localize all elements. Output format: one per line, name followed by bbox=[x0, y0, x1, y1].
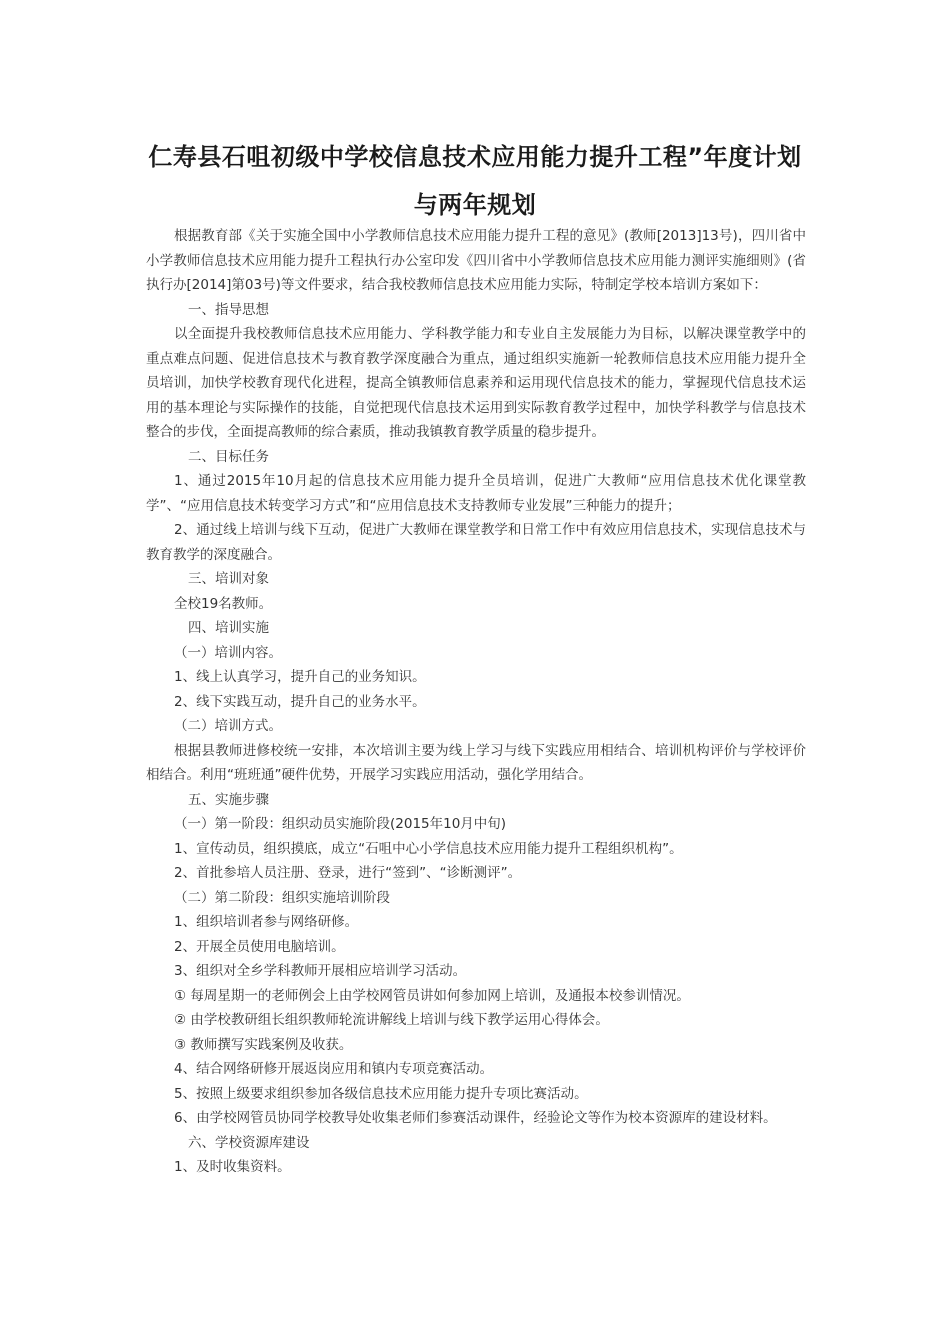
subheading-training-content: （一）培训内容。 bbox=[174, 644, 282, 661]
document-body bbox=[146, 224, 806, 1180]
stage-2-item-4: 4、结合网络研修开展返岗应用和镇内专项竞赛活动。 bbox=[174, 1061, 494, 1077]
section-heading-implementation-steps: 五、实施步骤 bbox=[188, 791, 269, 808]
stage-2-item-3: 3、组织对全乡学科教师开展相应培训学习活动。 bbox=[174, 963, 467, 979]
subheading-stage-2: （二）第二阶段：组织实施培训阶段 bbox=[174, 889, 390, 906]
stage-2-item-1: 1、组织培训者参与网络研修。 bbox=[174, 914, 359, 930]
stage-2-subitem-2: ② 由学校教研组长组织教师轮流讲解线上培训与线下教学运用心得体会。 bbox=[174, 1012, 609, 1028]
stage-1-item-1: 1、宣传动员，组织摸底，成立“石咀中心小学信息技术应用能力提升工程组织机构”。 bbox=[174, 840, 683, 857]
resource-library-item-1: 1、及时收集资料。 bbox=[174, 1159, 291, 1175]
document-title-line-2: 与两年规划 bbox=[413, 191, 537, 219]
training-content-item-2: 2、线下实践互动，提升自己的业务水平。 bbox=[174, 693, 426, 710]
section-heading-training-implementation: 四、培训实施 bbox=[188, 620, 269, 636]
section-heading-goals: 二、目标任务 bbox=[188, 448, 269, 465]
section-heading-training-target: 三、培训对象 bbox=[188, 571, 269, 587]
training-method-paragraph: 根据县教师进修校统一安排，本次培训主要为线上学习与线下实践应用相结合、培训机构评价与学校评价相结合。利用“班班通”硬件优势，开展学习实践应用活动，强化学用结合。 bbox=[146, 742, 806, 783]
subheading-stage-1: （一）第一阶段：组织动员实施阶段(2015年10月中旬) bbox=[174, 816, 507, 832]
stage-2-item-5: 5、按照上级要求组织参加各级信息技术应用能力提升专项比赛活动。 bbox=[174, 1085, 588, 1102]
guiding-ideology-paragraph: 以全面提升我校教师信息技术应用能力、学科教学能力和专业自主发展能力为目标，以解决课堂教学中的重点难点问题、促进信息技术与教育教学深度融合为重点，通过组织实施新一轮教师信息技术应用能力提升全员培训，加快学校教育现代化进程，提高全镇教师信息素养和运用现代信息技术的能力，掌握现代信息技术运用的基本理论与实际操作的技能，自觉把现代信息技术运用到实际教育教学过程中，加快学科教学与信息技术整合的步伐，全面提高教师的综合素质，推动我镇教育教学质量的稳步提升。 bbox=[146, 326, 806, 440]
stage-2-subitem-1: ① 每周星期一的老师例会上由学校网管员讲如何参加网上培训，及通报本校参训情况。 bbox=[174, 987, 690, 1004]
goal-item-1: 1、通过2015年10月起的信息技术应用能力提升全员培训，促进广大教师“应用信息技术优化课堂教学”、“应用信息技术转变学习方式”和“应用信息技术支持教师专业发展”三种能力的提升； bbox=[146, 473, 806, 514]
stage-2-item-2: 2、开展全员使用电脑培训。 bbox=[174, 938, 345, 955]
stage-2-item-6: 6、由学校网管员协同学校教导处收集老师们参赛活动课件，经验论文等作为校本资源库的建设材料。 bbox=[174, 1110, 777, 1126]
section-heading-guiding-ideology: 一、指导思想 bbox=[188, 301, 269, 318]
section-heading-resource-library: 六、学校资源库建设 bbox=[188, 1134, 310, 1151]
stage-2-subitem-3: ③ 教师撰写实践案例及收获。 bbox=[174, 1036, 353, 1053]
document-title-line-1: 仁寿县石咀初级中学校信息技术应用能力提升工程”年度计划 bbox=[148, 143, 802, 171]
training-content-item-1: 1、线上认真学习，提升自己的业务知识。 bbox=[174, 669, 426, 685]
stage-1-item-2: 2、首批参培人员注册、登录，进行“签到”、“诊断测评”。 bbox=[174, 865, 522, 881]
subheading-training-method: （二）培训方式。 bbox=[174, 718, 282, 734]
training-target-text: 全校19名教师。 bbox=[174, 595, 273, 612]
intro-paragraph: 根据教育部《关于实施全国中小学教师信息技术应用能力提升工程的意见》(教师[2013]13号)，四川省中小学教师信息技术应用能力提升工程执行办公室印发《四川省中小学教师信息技术应用能力测评实施细则》(省执行办[2014]第03号)等文件要求，结合我校教师信息技术应用能力实际，特制定学校本培训方案如下： bbox=[146, 228, 806, 293]
goal-item-2: 2、通过线上培训与线下互动，促进广大教师在课堂教学和日常工作中有效应用信息技术，实现信息技术与教育教学的深度融合。 bbox=[146, 522, 806, 563]
